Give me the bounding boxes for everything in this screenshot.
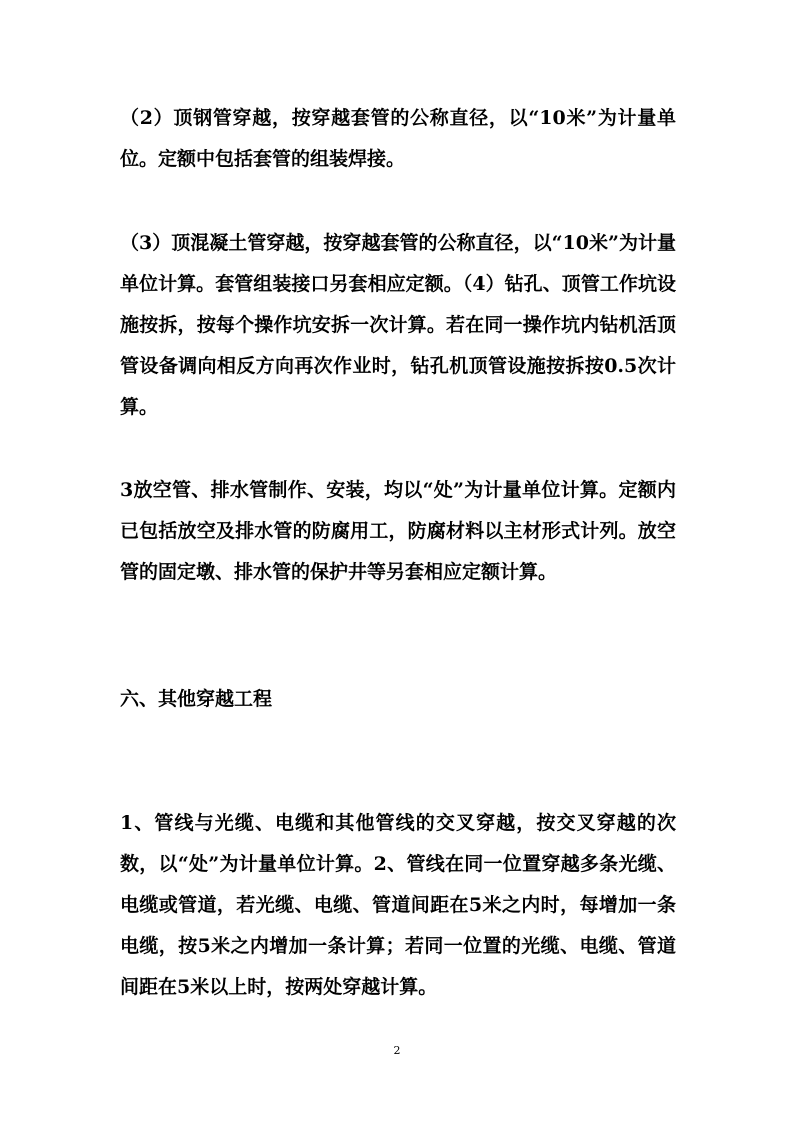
paragraph-pipe-jacking-concrete: （3）顶混凝土管穿越，按穿越套管的公称直径，以“10米”为计量单位计算。套管组装接口另套相应定额。（4）钻孔、顶管工作坑设施按拆，按每个操作坑安拆一次计算。若在同一操作坑内钻机活顶管设备调向相反方向再次作业时，钻孔机顶管设施按拆按0.5次计算。 — [120, 232, 676, 418]
section-heading-other-crossings: 六、其他穿越工程 — [120, 688, 273, 710]
paragraph-vent-drain-pipe: 3放空管、排水管制作、安装，均以“处”为计量单位计算。定额内已包括放空及排水管的防腐用工，防腐材料以主材形式计列。放空管的固定墩、排水管的保护井等另套相应定额计算。 — [120, 479, 676, 583]
page-number: 2 — [393, 1044, 401, 1057]
paragraph-cable-crossings: 1、管线与光缆、电缆和其他管线的交叉穿越，按交叉穿越的次数，以“处”为计量单位计算。2、管线在同一位置穿越多条光缆、电缆或管道，若光缆、电缆、管道间距在5米之内时，每增加一条电缆，按5米之内增加一条计算；若同一位置的光缆、电缆、管道间距在5米以上时，按两处穿越计算。 — [120, 812, 676, 998]
paragraph-pipe-jacking-steel: （2）顶钢管穿越，按穿越套管的公称直径，以“10米”为计量单位。定额中包括套管的组装焊接。 — [120, 107, 676, 170]
